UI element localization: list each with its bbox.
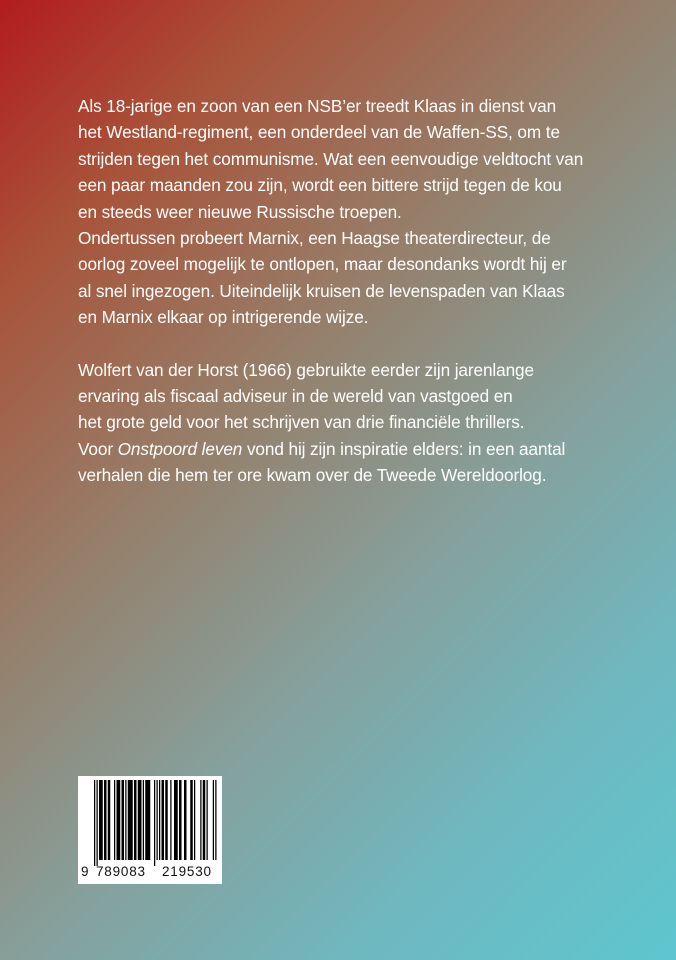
isbn-barcode: [78, 776, 222, 884]
barcode-bar: [179, 780, 182, 860]
barcode-bar: [207, 780, 208, 860]
barcode-bar: [143, 780, 144, 860]
synopsis-line: Ondertussen probeert Marnix, een Haagse theaterdirecteur, de: [78, 228, 551, 249]
barcode-bar: [145, 780, 150, 860]
author-bio-line-suffix: vond hij zijn inspiratie elders: in een aantal: [242, 438, 566, 459]
barcode-bar: [104, 780, 107, 860]
book-title: Onstpoord leven: [117, 438, 243, 459]
barcode-bar: [184, 780, 187, 860]
barcode-bar: [122, 780, 125, 860]
isbn-digit-group-1: 789083: [96, 864, 146, 879]
barcode-bar: [190, 780, 193, 860]
synopsis-line: een paar maanden zou zijn, wordt een bittere strijd tegen de kou: [78, 175, 562, 196]
barcode-bar: [157, 780, 158, 860]
author-bio-line: het grote geld voor het schrijven van drie financiële thrillers.: [78, 412, 525, 433]
barcode-guard-bar: [154, 780, 155, 866]
barcode-bar: [213, 780, 214, 860]
synopsis-line: en steeds weer nieuwe Russische troepen.: [78, 201, 402, 222]
blurb-text: [78, 93, 598, 489]
synopsis-line: Als 18-jarige en zoon van een NSB’er treedt Klaas in dienst van: [78, 96, 557, 116]
barcode-bar: [174, 780, 178, 860]
synopsis-paragraph: [78, 93, 598, 331]
barcode-bar: [165, 780, 168, 860]
barcode-bar: [117, 780, 121, 860]
synopsis-line: het Westland-regiment, een onderdeel van de Waffen-SS, om te: [78, 122, 560, 143]
isbn-digit-group-2: 219530: [162, 864, 212, 879]
synopsis-line: al snel ingezogen. Uiteindelijk kruisen de levenspaden van Klaas: [78, 280, 565, 301]
synopsis-line: en Marnix elkaar op intrigerende wijze.: [78, 307, 369, 328]
barcode-bar: [125, 780, 126, 860]
barcode-bar: [99, 780, 103, 860]
author-bio-line: verhalen die hem ter ore kwam over de Tweede Wereldoorlog.: [78, 465, 547, 486]
barcode-bar: [170, 780, 171, 860]
isbn-number: [78, 862, 222, 882]
author-bio-line: [78, 436, 598, 462]
isbn-first-digit: 9: [81, 864, 90, 879]
author-bio-line: ervaring als fiscaal adviseur in de wereld van vastgoed en: [78, 386, 513, 407]
barcode-bar: [134, 780, 137, 860]
barcode-guard-bar: [97, 780, 98, 866]
barcode-bar: [203, 780, 206, 860]
barcode-bar: [200, 780, 201, 860]
author-bio-line-prefix: Voor: [78, 438, 118, 459]
synopsis-line: oorlog zoveel mogelijk te ontlopen, maar desondanks wordt hij er: [78, 254, 567, 275]
barcode-bar: [215, 780, 216, 860]
barcode-bar: [162, 780, 165, 860]
barcode-bar: [108, 780, 111, 860]
synopsis-line: strijden tegen het communisme. Wat een eenvoudige veldtocht van: [78, 148, 584, 169]
author-bio-paragraph: [78, 357, 598, 489]
barcode-bar: [138, 780, 142, 860]
barcode-guard-bar: [94, 780, 95, 866]
barcode-bar: [128, 780, 133, 860]
barcode-bar: [194, 780, 195, 860]
barcode-bar: [114, 780, 115, 860]
barcode-bar: [159, 780, 160, 860]
author-bio-line: Wolfert van der Horst (1966) gebruikte eerder zijn jarenlange: [78, 359, 534, 380]
